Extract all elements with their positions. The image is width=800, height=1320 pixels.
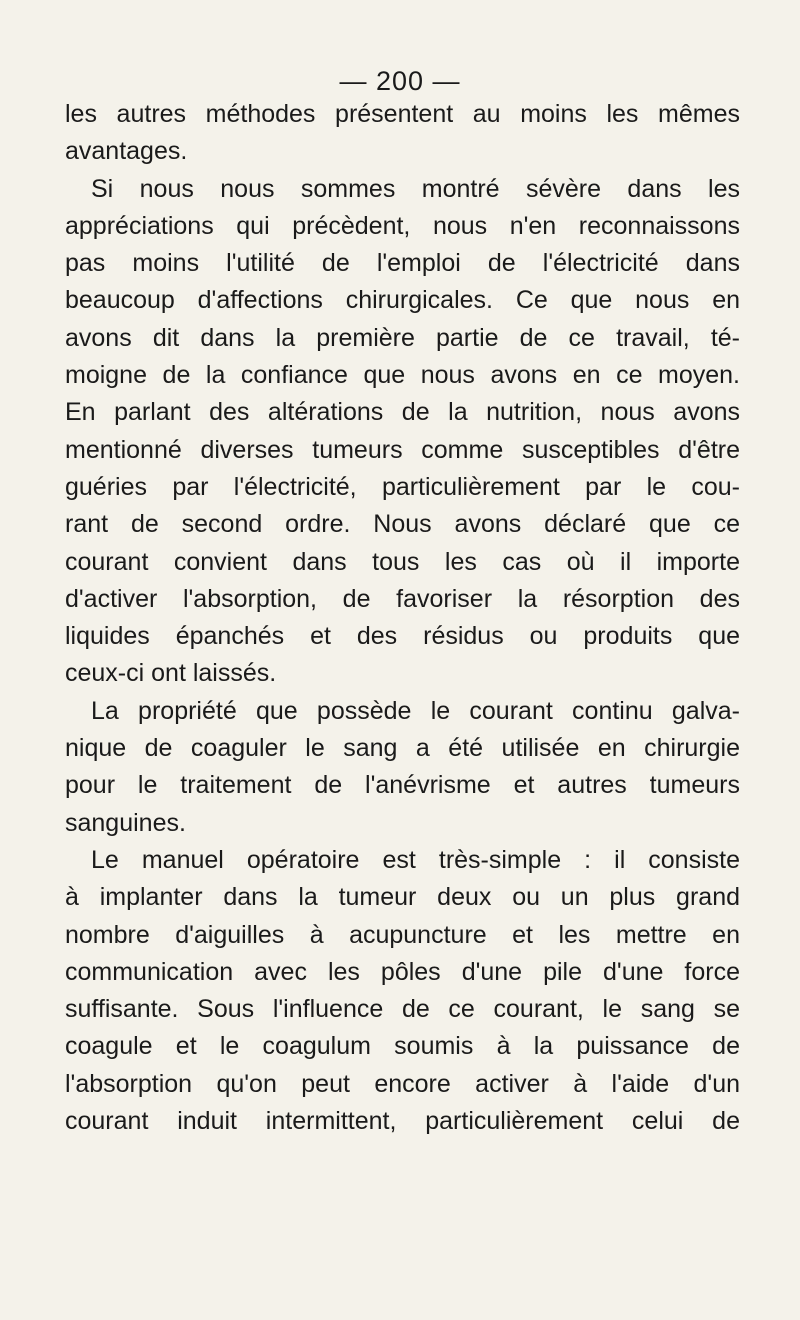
text-line: Si nous nous sommes montré sévère dans les	[91, 174, 740, 203]
text-line: moigne de la confiance que nous avons en ce moyen.	[65, 361, 740, 390]
text-line: Le manuel opératoire est très-simple : il consiste	[91, 845, 740, 874]
text-line: communication avec les pôles d'une pile d'une force	[65, 957, 740, 986]
text-line: guéries par l'électricité, particulièrement par le cou-	[65, 472, 740, 501]
text-line: La propriété que possède le courant continu galva-	[91, 696, 740, 725]
text-line: mentionné diverses tumeurs comme susceptibles d'être	[65, 435, 740, 464]
text-line: nique de coaguler le sang a été utilisée en chirurgie	[65, 734, 740, 763]
text-line: rant de second ordre. Nous avons déclaré que ce	[65, 510, 740, 539]
text-line: courant induit intermittent, particulièrement celui de	[65, 1107, 740, 1136]
text-line: avons dit dans la première partie de ce travail, té-	[65, 323, 740, 352]
text-line: pas moins l'utilité de l'emploi de l'électricité dans	[65, 249, 740, 278]
text-line: En parlant des altérations de la nutrition, nous avons	[65, 398, 740, 427]
text-line: suffisante. Sous l'influence de ce courant, le sang se	[65, 995, 740, 1024]
page-number: — 200 —	[339, 66, 461, 96]
text-line: à implanter dans la tumeur deux ou un plus grand	[65, 883, 740, 912]
text-line: d'activer l'absorption, de favoriser la résorption des	[65, 584, 740, 613]
body-text	[65, 96, 740, 1140]
text-line: avantages.	[65, 137, 188, 166]
text-line: sanguines.	[65, 808, 186, 837]
text-line: beaucoup d'affections chirurgicales. Ce que nous en	[65, 286, 740, 315]
text-line: coagule et le coagulum soumis à la puissance de	[65, 1032, 740, 1061]
text-line: les autres méthodes présentent au moins les mêmes	[65, 100, 740, 128]
text-line: nombre d'aiguilles à acupuncture et les mettre en	[65, 920, 740, 949]
text-line: appréciations qui précèdent, nous n'en reconnaissons	[65, 211, 740, 240]
text-line: courant convient dans tous les cas où il importe	[65, 547, 740, 576]
text-line: liquides épanchés et des résidus ou produits que	[65, 622, 740, 651]
text-line: l'absorption qu'on peut encore activer à l'aide d'un	[65, 1069, 740, 1098]
text-line: pour le traitement de l'anévrisme et autres tumeurs	[65, 771, 740, 800]
text-line: ceux-ci ont laissés.	[65, 659, 277, 688]
